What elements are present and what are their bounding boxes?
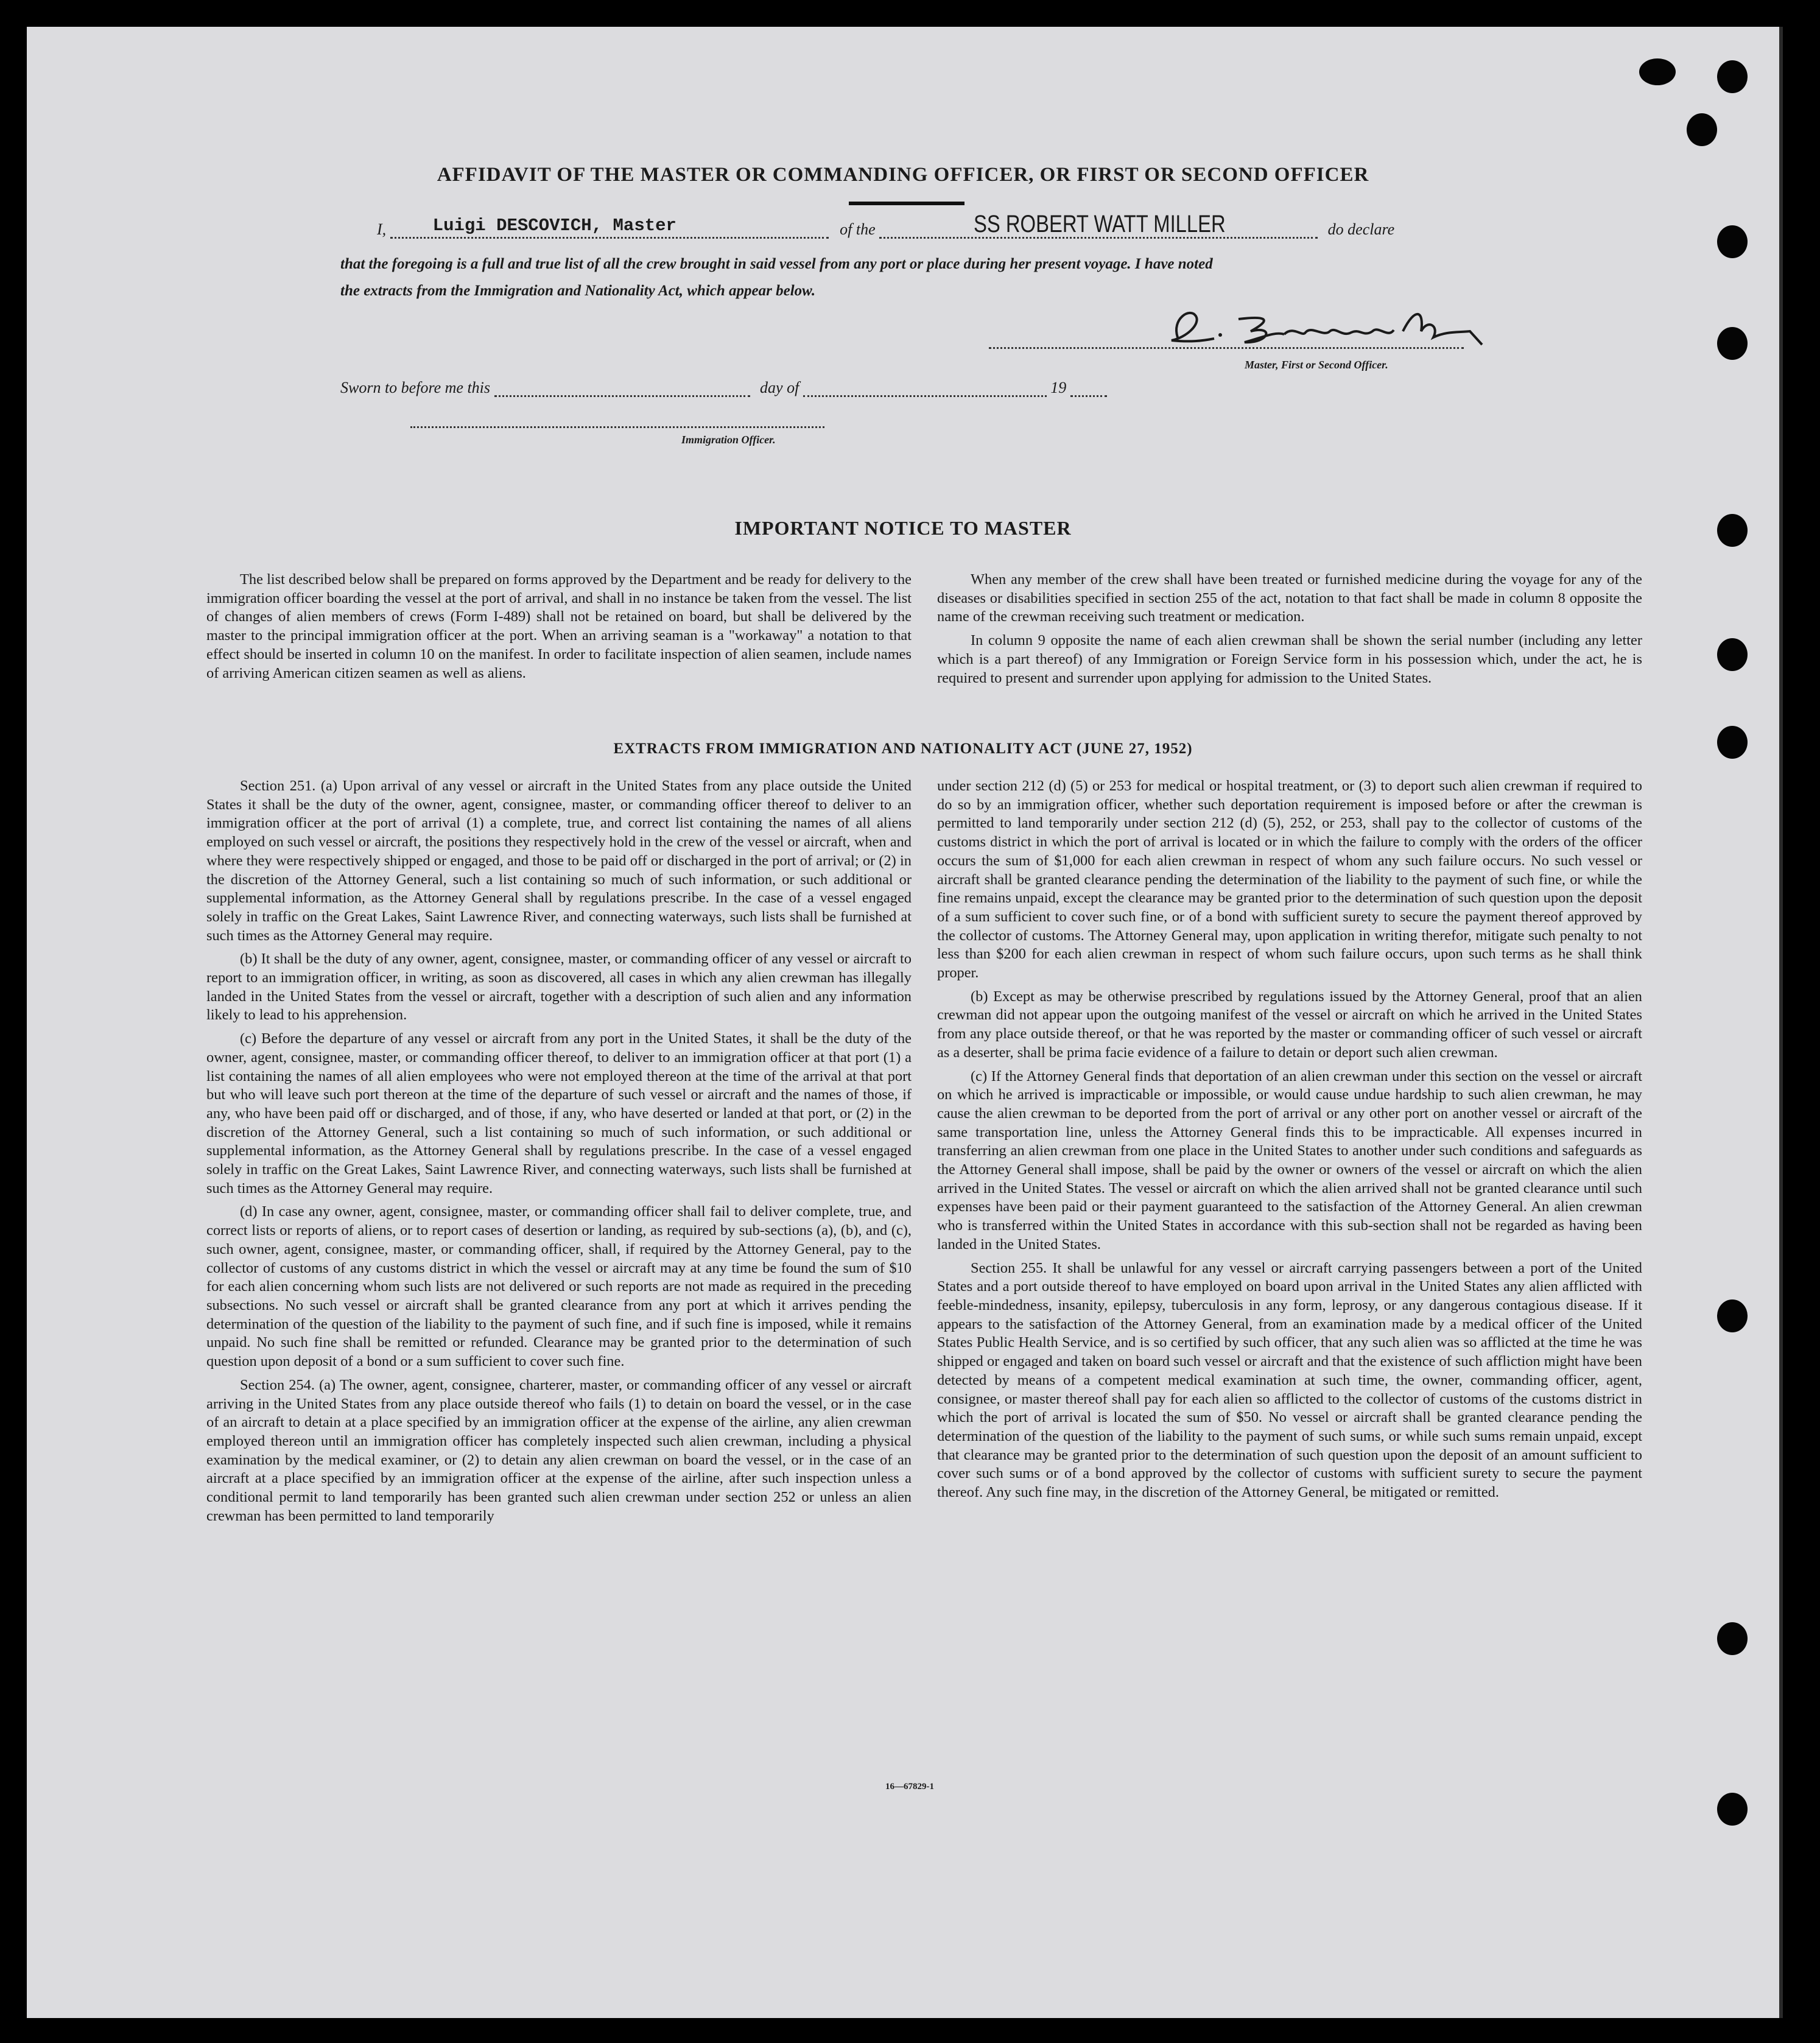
form-code: 16—67829-1	[885, 1782, 934, 1792]
extract-paragraph: (c) If the Attorney General finds that deportation of an alien crewman under this section on the vessel or aircraft on which he arrived is impracticable or impossible, or would cause undue hardship to such alien crewman, he may cause the alien crewman to be deported from the port of arrival or any other port on another vessel or aircraft of the same transportation line, unless the Attorney General finds this to be impracticable. All expenses incurred in transferring an alien crewman from one place in the United States to another under such conditions and safeguards as the Attorney General shall impose, shall be paid by the owner or owners of the vessel or aircraft on which the alien arrived in the United States. The vessel or aircraft on which the alien arrived shall not be granted clearance until such expenses have been paid or their payment guaranteed to the satisfaction of the Attorney General. An alien crewman who is transferred within the United States in accordance with this sub-section shall not be regarded as having been landed in the United States.	[937, 1067, 1642, 1253]
immigration-officer-line	[410, 410, 824, 428]
extract-paragraph: (d) In case any owner, agent, consignee, master, or commanding officer shall fail to deliver complete, true, and correct lists or reports of aliens, or to report cases of desertion or landing, as required by sub-sections (a), (b), and (c), such owner, agent, consignee, master, or commanding officer, shall, if required by the Attorney General, pay to the collector of customs of any customs district in which the vessel or aircraft may at any time be found the sum of $10 for each alien concerning whom such lists are not delivered or such reports are not made as required in the preceding subsections. No such vessel or aircraft shall be granted clearance from any port at which it arrives pending the determination of the question of the liability to the payment of such fine, and if such fine is imposed, while it remains unpaid. No such fine shall be remitted or refunded. Clearance may be granted prior to the determination of such question upon deposit of a bond or a sum sufficient to cover such fine.	[206, 1203, 912, 1370]
sworn-label: Sworn to before me this	[340, 379, 491, 396]
of-the-label: of the	[840, 220, 876, 238]
sworn-month-field	[803, 379, 1047, 397]
notice-paragraph: In column 9 opposite the name of each alien crewman shall be shown the serial number (including any letter which is a part thereof) of any Immigration or Foreign Service form in his possession which, under the act, he is required to present and surrender upon applying for admission to the United States.	[937, 632, 1642, 686]
extract-paragraph: Section 251. (a) Upon arrival of any vessel or aircraft in the United States from any place outside the United States it shall be the duty of the owner, agent, consignee, master, or commanding officer thereof to deliver to an immigration officer at the port of arrival (1) a complete, true, and correct list containing the names of all aliens employed on such vessel or aircraft, the positions they respectively hold in the crew of the vessel or aircraft, when and where they were respectively shipped or engaged, and those to be paid off or discharged in the port of arrival; or (2) in the discretion of the Attorney General, such a list containing so much of such information, or such additional or supplemental information, as the Attorney General shall by regulations prescribe. In the case of a vessel engaged solely in traffic on the Great Lakes, Saint Lawrence River, and connecting waterways, such lists shall be furnished at such times as the Attorney General may require.	[206, 778, 912, 944]
punch-hole	[1717, 1299, 1748, 1332]
immigration-officer-caption: Immigration Officer.	[681, 434, 776, 446]
vessel-name: SS ROBERT WATT MILLER	[974, 211, 1226, 237]
extracts-right-column	[937, 777, 1642, 1507]
extract-paragraph: (b) Except as may be otherwise prescribed by regulations issued by the Attorney General, proof that an alien crewman did not appear upon the outgoing manifest of the vessel or aircraft on which he arrived in the United States from any place outside thereof, or that he was reported by the master or commanding officer of such vessel or aircraft as a deserter, shall be prima facie evidence of a failure to detain or deport such alien crewman.	[937, 988, 1642, 1061]
extract-paragraph: under section 212 (d) (5) or 253 for medical or hospital treatment, or (3) to deport such alien crewman if required to do so by an immigration officer, whether such deportation requirement is imposed before or after the crewman is permitted to land temporarily under section 212 (d) (5), 252, or 253, shall pay to the collector of customs of the customs district in which the port of arrival is located or in which the failure to comply with the orders of the officer occurs the sum of $1,000 for each alien crewman in respect of whom any such failure occurs. No such vessel or aircraft shall be granted clearance pending the determination of the liability to the payment of such fine, or while the fine remains unpaid, except the clearance may be granted prior to the determination of such question upon the deposit of a sum sufficient to cover such fine, or of a bond with sufficient surety to secure the payment thereof approved by the collector of customs. The Attorney General may, upon application in writing therefor, mitigate such penalty to not less than $200 for each alien crewman in respect of whom such failure occurs, upon such terms as he shall think proper.	[937, 778, 1642, 982]
extract-paragraph: (b) It shall be the duty of any owner, agent, consignee, master, or commanding officer of any vessel or aircraft to report to an immigration officer, in writing, as soon as discovered, all cases in which any alien crewman has illegally landed in the United States from the vessel or aircraft, together with a description of such alien and any information likely to lead to his apprehension.	[206, 951, 912, 1024]
master-signature	[1153, 295, 1494, 362]
declaration-text-2: the extracts from the Immigration and Nationality Act, which appear below.	[340, 283, 816, 299]
notice-title: IMPORTANT NOTICE TO MASTER	[734, 517, 1072, 539]
punch-hole	[1717, 1793, 1748, 1826]
year-prefix: 19	[1050, 379, 1067, 396]
punch-hole	[1717, 60, 1748, 93]
punch-hole	[1717, 638, 1748, 671]
i-label: I,	[377, 220, 387, 238]
master-name: Luigi DESCOVICH, Master	[432, 216, 676, 236]
punch-hole	[1717, 1622, 1748, 1655]
do-declare-label: do declare	[1327, 220, 1395, 238]
extract-paragraph: (c) Before the departure of any vessel or aircraft from any port in the United States, it shall be the duty of the owner, agent, consignee, master, or commanding officer thereof, to deliver to an immigration officer at that port (1) a list containing the names of all alien employees who were not employed thereon at the time of the arrival at that port but who will leave such port thereon at the time of the departure of such vessel or aircraft and the names of those, if any, who have been paid off or discharged, and of those, if any, who have deserted or landed at that port, or (2) in the discretion of the Attorney General, such a list containing so much of such information, or such additional or supplemental information, as the Attorney General shall by regulations prescribe. In the case of a vessel engaged solely in traffic on the Great Lakes, Saint Lawrence River, and connecting waterways, such lists shall be furnished at such times as the Attorney General may require.	[206, 1030, 912, 1197]
master-name-field	[390, 216, 829, 239]
sworn-day-field	[494, 379, 750, 397]
punch-hole	[1687, 113, 1717, 146]
vessel-name-field	[879, 211, 1318, 239]
extract-paragraph: Section 255. It shall be unlawful for any vessel or aircraft carrying passengers between a port of the United States and a port outside thereof to have employed on board upon arrival in the United States any alien afflicted with feeble-mindedness, insanity, epilepsy, tuberculosis in any form, leprosy, or any dangerous contagious disease. If it appears to the satisfaction of the Attorney General, from an examination made by a medical officer of the United States Public Health Service, and is so certified by such officer, that any such alien was so afflicted at the time he was shipped or engaged and taken on board such vessel or aircraft and that the existence of such affliction might have been detected by means of a competent medical examination at such time, the owner, commanding officer, agent, consignee, or master thereof shall pay for each alien so afflicted to the collector of customs of the customs district in which the port of arrival is located the sum of $50. No vessel or aircraft shall be granted clearance pending the determination of the question of the liability to the payment of such sums, or while such sums remain unpaid, except that clearance may be granted prior to the determination of such question upon the deposit of an amount sufficient to cover such sums or of a bond approved by the collector of customs with sufficient surety to secure the payment thereof. Any such fine may, in the discretion of the Attorney General, be mitigated or remitted.	[937, 1259, 1642, 1501]
day-of-label: day of	[760, 379, 799, 396]
declaration-text-1: that the foregoing is a full and true list of all the crew brought in said vessel from any port or place during her present voyage. I have noted	[340, 256, 1213, 272]
sworn-year-field	[1070, 379, 1107, 397]
notice-left-column	[206, 571, 912, 687]
extracts-left-column	[206, 777, 912, 1530]
punch-hole	[1717, 225, 1748, 258]
signature-caption: Master, First or Second Officer.	[1245, 359, 1388, 371]
punch-hole	[1717, 327, 1748, 360]
notice-right-column	[937, 571, 1642, 692]
document-page	[27, 27, 1783, 2018]
extract-paragraph: Section 254. (a) The owner, agent, consignee, charterer, master, or commanding officer of any vessel or aircraft arriving in the United States from any place outside thereof who fails (1) to detain on board the vessel, or in the case of an aircraft to detain at a place specified by an immigration officer at the expense of the airline, any alien crewman employed thereon until an immigration officer has completely inspected such alien crewman, including a physical examination by the medical examiner, or (2) to detain any alien crewman on board the vessel, or in the case of an aircraft at a place specified by an immigration officer at the expense of the airline, after such inspection unless a conditional permit to land temporarily has been granted such alien crewman under section 252 or unless an alien crewman has been permitted to land temporarily	[206, 1376, 912, 1524]
punch-hole	[1639, 58, 1676, 85]
notice-paragraph: When any member of the crew shall have been treated or furnished medicine during the voyage for any of the diseases or disabilities specified in section 255 of the act, notation to that fact shall be made in column 8 opposite the name of the crewman receiving such treatment or medication.	[937, 571, 1642, 625]
notice-paragraph: The list described below shall be prepared on forms approved by the Department and be ready for delivery to the immigration officer boarding the vessel at the port of arrival, and shall in no instance be taken from the vessel. The list of changes of alien members of crews (Form I-489) shall not be retained on board, but shall be delivered by the master to the principal immigration officer at the port. When an arriving seaman is a "workaway" a notation to that effect should be inserted in column 10 on the manifest. In order to facilitate inspection of alien seamen, include names of arriving American citizen seamen as well as aliens.	[206, 571, 912, 681]
extracts-title: EXTRACTS FROM IMMIGRATION AND NATIONALITY ACT (JUNE 27, 1952)	[613, 740, 1193, 757]
declaration-line	[377, 211, 1516, 239]
sworn-line	[340, 379, 1193, 397]
affidavit-title: AFFIDAVIT OF THE MASTER OR COMMANDING OFFICER, OR FIRST OR SECOND OFFICER	[437, 164, 1369, 186]
title-rule	[849, 202, 964, 205]
